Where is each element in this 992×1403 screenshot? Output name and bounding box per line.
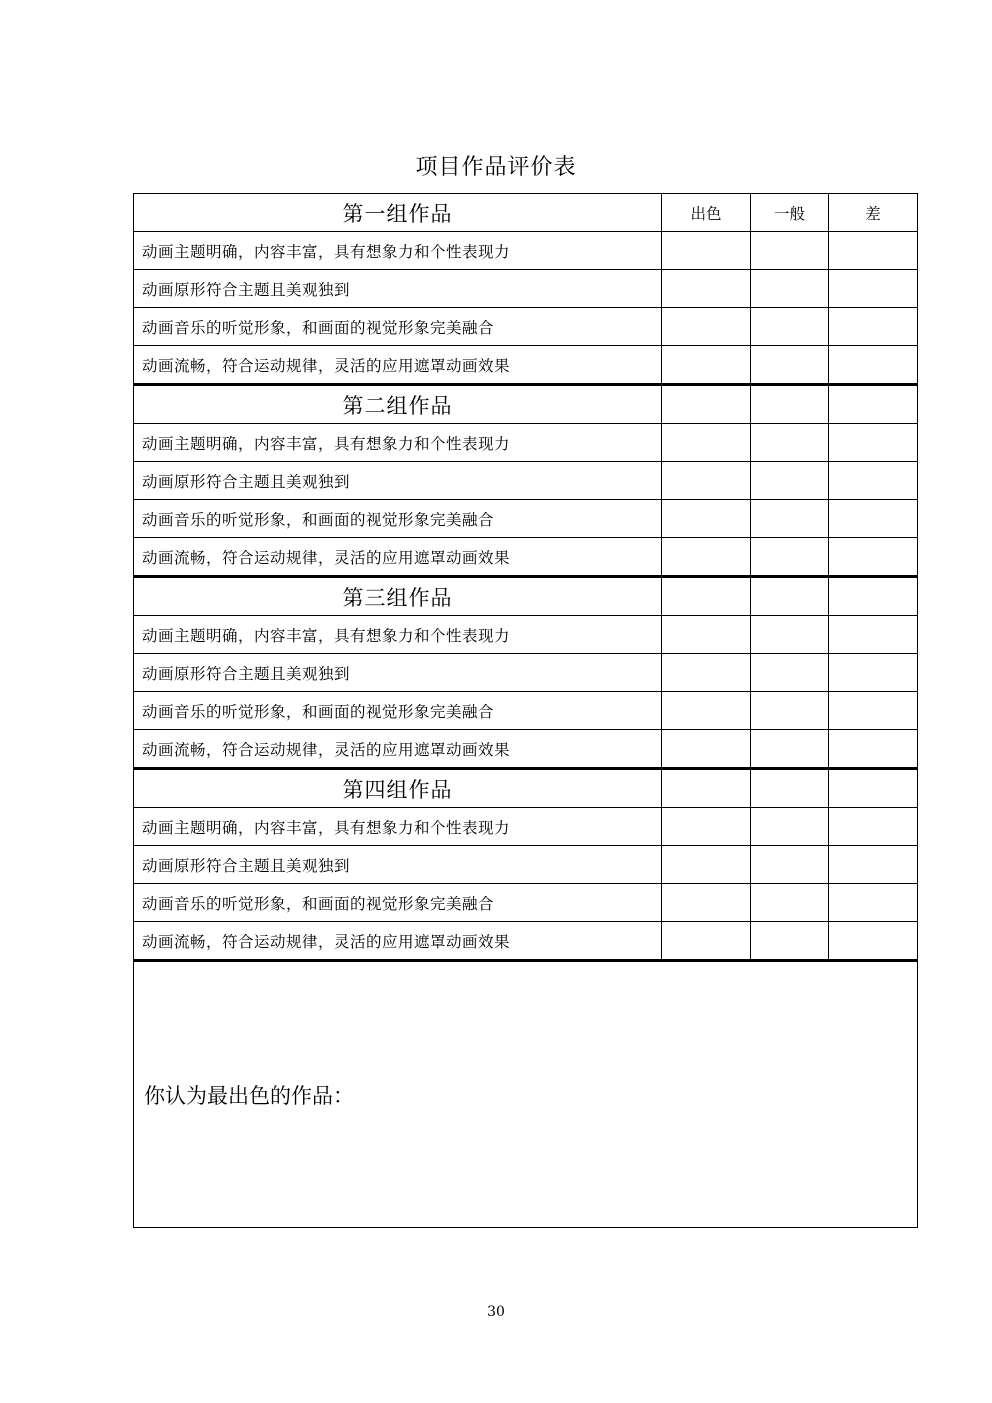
criterion-text: 动画音乐的听觉形象，和画面的视觉形象完美融合 bbox=[134, 500, 662, 538]
rating-cell[interactable] bbox=[751, 308, 829, 346]
page-title: 项目作品评价表 bbox=[415, 155, 577, 180]
rating-cell[interactable] bbox=[662, 577, 751, 616]
criterion-row bbox=[134, 654, 918, 692]
rating-cell[interactable] bbox=[751, 500, 829, 538]
rating-cell[interactable] bbox=[829, 616, 918, 654]
group-header-row bbox=[134, 194, 918, 232]
rating-cell[interactable] bbox=[662, 462, 751, 500]
criterion-text: 动画流畅，符合运动规律，灵活的应用遮罩动画效果 bbox=[134, 346, 662, 385]
rating-cell[interactable] bbox=[829, 730, 918, 769]
rating-cell[interactable] bbox=[662, 346, 751, 385]
criterion-text: 动画原形符合主题且美观独到 bbox=[134, 654, 662, 692]
rating-cell[interactable] bbox=[662, 846, 751, 884]
criterion-row bbox=[134, 808, 918, 846]
criterion-text: 动画原形符合主题且美观独到 bbox=[134, 270, 662, 308]
criterion-row bbox=[134, 846, 918, 884]
rating-cell[interactable] bbox=[662, 769, 751, 808]
rating-cell[interactable] bbox=[829, 577, 918, 616]
group-title: 第三组作品 bbox=[134, 577, 662, 616]
rating-cell[interactable] bbox=[829, 462, 918, 500]
criterion-text: 动画主题明确，内容丰富，具有想象力和个性表现力 bbox=[134, 424, 662, 462]
rating-cell[interactable] bbox=[829, 846, 918, 884]
best-work-field[interactable] bbox=[134, 961, 918, 1228]
rating-cell[interactable] bbox=[829, 692, 918, 730]
rating-cell[interactable] bbox=[751, 538, 829, 577]
group-title: 第四组作品 bbox=[134, 769, 662, 808]
rating-cell[interactable] bbox=[751, 846, 829, 884]
rating-cell[interactable] bbox=[751, 385, 829, 424]
rating-cell[interactable] bbox=[662, 500, 751, 538]
rating-cell[interactable] bbox=[829, 654, 918, 692]
rating-cell[interactable] bbox=[829, 922, 918, 961]
group-title: 第一组作品 bbox=[134, 194, 662, 232]
rating-cell[interactable] bbox=[829, 346, 918, 385]
criterion-row bbox=[134, 308, 918, 346]
evaluation-table bbox=[133, 193, 918, 1228]
rating-cell[interactable] bbox=[751, 884, 829, 922]
criterion-text: 动画流畅，符合运动规律，灵活的应用遮罩动画效果 bbox=[134, 730, 662, 769]
criterion-text: 动画音乐的听觉形象，和画面的视觉形象完美融合 bbox=[134, 692, 662, 730]
rating-cell[interactable] bbox=[829, 538, 918, 577]
criterion-row bbox=[134, 462, 918, 500]
criterion-row bbox=[134, 538, 918, 577]
page-number: 30 bbox=[487, 1304, 505, 1320]
rating-cell[interactable] bbox=[751, 654, 829, 692]
rating-cell[interactable] bbox=[662, 538, 751, 577]
rating-cell[interactable] bbox=[829, 500, 918, 538]
rating-cell[interactable] bbox=[829, 884, 918, 922]
rating-cell[interactable] bbox=[662, 654, 751, 692]
rating-cell[interactable] bbox=[829, 308, 918, 346]
rating-cell[interactable] bbox=[751, 616, 829, 654]
criterion-text: 动画流畅，符合运动规律，灵活的应用遮罩动画效果 bbox=[134, 922, 662, 961]
rating-cell[interactable] bbox=[662, 424, 751, 462]
rating-cell[interactable] bbox=[662, 884, 751, 922]
criterion-row bbox=[134, 692, 918, 730]
rating-cell[interactable] bbox=[829, 424, 918, 462]
rating-cell[interactable] bbox=[751, 769, 829, 808]
criterion-row bbox=[134, 424, 918, 462]
rating-header: 一般 bbox=[751, 194, 829, 232]
criterion-text: 动画主题明确，内容丰富，具有想象力和个性表现力 bbox=[134, 616, 662, 654]
rating-header: 差 bbox=[829, 194, 918, 232]
rating-cell[interactable] bbox=[662, 808, 751, 846]
rating-cell[interactable] bbox=[829, 232, 918, 270]
criterion-text: 动画原形符合主题且美观独到 bbox=[134, 462, 662, 500]
criterion-row bbox=[134, 500, 918, 538]
group-header-row bbox=[134, 577, 918, 616]
rating-cell[interactable] bbox=[829, 385, 918, 424]
criterion-row bbox=[134, 232, 918, 270]
rating-cell[interactable] bbox=[751, 270, 829, 308]
best-work-row bbox=[134, 961, 918, 1228]
rating-cell[interactable] bbox=[662, 730, 751, 769]
criterion-row bbox=[134, 270, 918, 308]
rating-cell[interactable] bbox=[751, 577, 829, 616]
rating-cell[interactable] bbox=[751, 462, 829, 500]
rating-header: 出色 bbox=[662, 194, 751, 232]
criterion-row bbox=[134, 884, 918, 922]
rating-cell[interactable] bbox=[662, 232, 751, 270]
criterion-text: 动画音乐的听觉形象，和画面的视觉形象完美融合 bbox=[134, 884, 662, 922]
group-header-row bbox=[134, 385, 918, 424]
rating-cell[interactable] bbox=[829, 769, 918, 808]
criterion-text: 动画原形符合主题且美观独到 bbox=[134, 846, 662, 884]
criterion-text: 动画主题明确，内容丰富，具有想象力和个性表现力 bbox=[134, 808, 662, 846]
rating-cell[interactable] bbox=[751, 424, 829, 462]
criterion-row bbox=[134, 616, 918, 654]
group-title: 第二组作品 bbox=[134, 385, 662, 424]
rating-cell[interactable] bbox=[751, 232, 829, 270]
criterion-text: 动画音乐的听觉形象，和画面的视觉形象完美融合 bbox=[134, 308, 662, 346]
best-work-label: 你认为最出色的作品： bbox=[144, 1083, 354, 1108]
criterion-row bbox=[134, 730, 918, 769]
rating-cell[interactable] bbox=[751, 692, 829, 730]
rating-cell[interactable] bbox=[829, 808, 918, 846]
rating-cell[interactable] bbox=[751, 808, 829, 846]
rating-cell[interactable] bbox=[662, 385, 751, 424]
rating-cell[interactable] bbox=[662, 308, 751, 346]
group-header-row bbox=[134, 769, 918, 808]
rating-cell[interactable] bbox=[751, 922, 829, 961]
rating-cell[interactable] bbox=[662, 922, 751, 961]
rating-cell[interactable] bbox=[662, 692, 751, 730]
rating-cell[interactable] bbox=[662, 270, 751, 308]
rating-cell[interactable] bbox=[662, 616, 751, 654]
rating-cell[interactable] bbox=[829, 270, 918, 308]
rating-cell[interactable] bbox=[751, 346, 829, 385]
criterion-text: 动画主题明确，内容丰富，具有想象力和个性表现力 bbox=[134, 232, 662, 270]
criterion-row bbox=[134, 922, 918, 961]
criterion-row bbox=[134, 346, 918, 385]
rating-cell[interactable] bbox=[751, 730, 829, 769]
criterion-text: 动画流畅，符合运动规律，灵活的应用遮罩动画效果 bbox=[134, 538, 662, 577]
